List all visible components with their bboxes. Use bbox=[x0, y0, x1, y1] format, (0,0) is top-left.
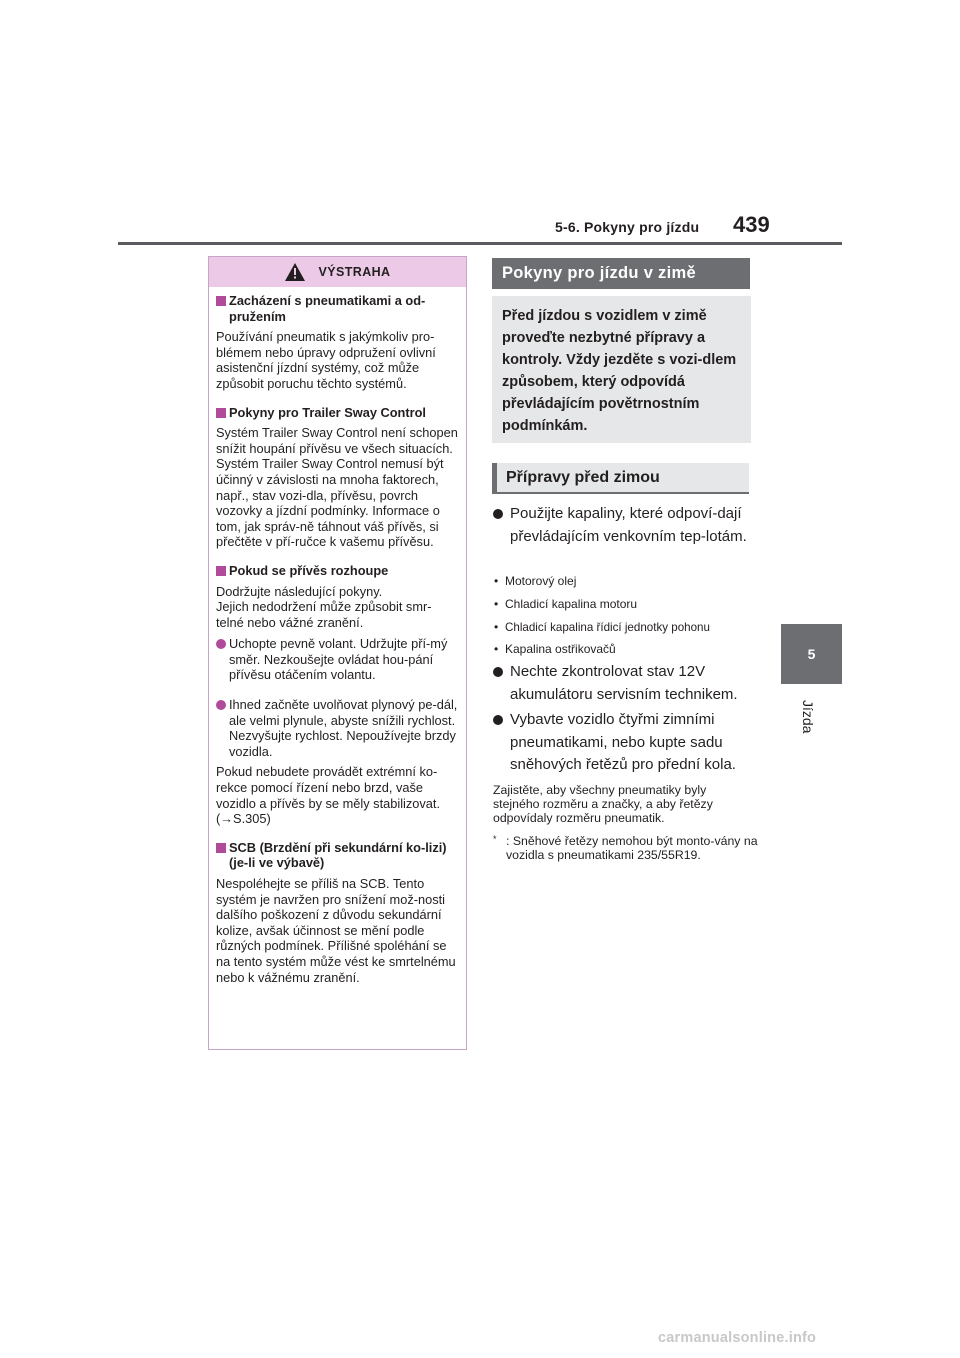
round-bullet-icon bbox=[216, 639, 226, 649]
warning-text-tires: Používání pneumatik s jakýmkoliv pro-blémem nebo úpravy odpružení ovlivní asistenční jízdní systémy, což může způsobit poruchu těchto systémů. bbox=[216, 329, 436, 391]
list-item: • Chladicí kapalina řídicí jednotky pohonu bbox=[494, 620, 710, 634]
warning-text-stabilize: Pokud nebudete provádět extrémní ko-rekce pomocí řízení nebo brzd, vaše vozidlo a přívěs by se měly stabilizovat. (→S.305) bbox=[216, 764, 441, 827]
warning-heading-scb: SCB (Brzdění při sekundární ko-lizi) (je-li ve výbavě) bbox=[216, 840, 459, 871]
chapter-tab[interactable] bbox=[781, 624, 842, 684]
fluid-list-item-2 bbox=[493, 597, 755, 611]
winter-driving-title: Pokyny pro jízdu v zimě bbox=[492, 258, 750, 289]
round-bullet-icon bbox=[493, 715, 503, 725]
chapter-label: Jízda bbox=[800, 700, 816, 734]
warning-heading-tires: Zacházení s pneumatikami a od-pružením bbox=[216, 293, 459, 324]
warning-heading-trailer-sway: Pokyny pro Trailer Sway Control bbox=[216, 405, 459, 421]
square-bullet-icon bbox=[216, 408, 226, 418]
chapter-number: 5 bbox=[807, 646, 816, 662]
warning-text-scb: Nespoléhejte se příliš na SCB. Tento systém je navržen pro snížení mož-nosti dalšího poškození z důvodu sekundární kolize, avšak účinnost se mění podle různých podmínek. Přílišné spoléhání se na tento systém může vést ke smrtelnému nebo k vážnému zranění. bbox=[216, 876, 456, 985]
warning-bullet-throttle: Ihned začněte uvolňovat plynový pe-dál, ale velmi plynule, abyste snížili rychlost. Nezvyšujte rychlost. Nepoužívejte brzdy vozidla. bbox=[216, 697, 459, 759]
warning-heading-trailer-rocks: Pokud se přívěs rozhoupe bbox=[216, 563, 459, 579]
fluid-list-item-3 bbox=[493, 620, 755, 635]
warning-bullet-steering: Uchopte pevně volant. Udržujte pří-mý směr. Nezkoušejte ovládat hou-pání přívěsu otáčením volantu. bbox=[216, 636, 459, 683]
round-bullet-icon bbox=[493, 509, 503, 519]
fluid-list bbox=[493, 574, 755, 588]
round-bullet-icon bbox=[493, 667, 503, 677]
header-rule bbox=[118, 242, 842, 245]
round-bullet-icon bbox=[216, 700, 226, 710]
warning-triangle-icon bbox=[285, 263, 305, 281]
section-header: 5-6. Pokyny pro jízdu bbox=[555, 219, 700, 235]
square-bullet-icon bbox=[216, 566, 226, 576]
warning-title: VÝSTRAHA bbox=[318, 265, 391, 279]
page-reference-link[interactable]: (→S.305) bbox=[216, 811, 271, 827]
fluid-list-item-4 bbox=[493, 642, 755, 656]
tire-note: Zajistěte, aby všechny pneumatiky byly stejného rozměru a značky, a aby řetězy odpovídaly rozměru pneumatik. bbox=[493, 783, 713, 826]
bullet-tires: Vybavte vozidlo čtyřmi zimními pneumatikami, nebo kupte sadu sněhových řetězů pro přední kola. bbox=[493, 709, 755, 777]
warning-box bbox=[208, 256, 467, 1050]
square-bullet-icon bbox=[216, 843, 226, 853]
page-number: 439 bbox=[733, 212, 770, 237]
warning-header bbox=[209, 257, 466, 287]
winter-intro: Před jízdou s vozidlem v zimě proveďte nezbytné přípravy a kontroly. Vždy jezděte s vozi-dlem způsobem, který odpovídá převládajícím povětrnostním podmínkám. bbox=[492, 296, 751, 443]
list-item: • Chladicí kapalina motoru bbox=[494, 597, 638, 611]
winter-prep-title: Přípravy před zimou bbox=[492, 463, 749, 494]
warning-text-trailer-sway: Systém Trailer Sway Control není schopen snížit houpání přívěsu ve všech situacích. Systém Trailer Sway Control nemusí být účinný v závislosti na mnoha faktorech, např., stav vozi-dla, přívěsu, povrch vozovky a jízdní podmínky. Informace o tom, jak správ-ně táhnout váš přívěs, si přečtěte v pří-ručce k vašemu přívěsu. bbox=[216, 425, 458, 550]
list-item: • Kapalina ostřikovačů bbox=[494, 642, 616, 656]
watermark: carmanualsonline.info bbox=[658, 1330, 817, 1346]
bullet-battery: Nechte zkontrolovat stav 12V akumulátoru servisním technikem. bbox=[493, 661, 755, 706]
square-bullet-icon bbox=[216, 296, 226, 306]
warning-text-follow: Dodržujte následující pokyny. bbox=[216, 583, 383, 599]
list-item: • Motorový olej bbox=[494, 574, 577, 588]
bullet-fluids: Použijte kapaliny, které odpoví-dají převládajícím venkovním tep-lotám. bbox=[493, 503, 755, 548]
footnote: * : Sněhové řetězy nemohou být monto-vány na vozidla s pneumatikami 235/55R19. bbox=[493, 834, 758, 863]
warning-text-consequence: Jejich nedodržení může způsobit smr-telné nebo vážné zranění. bbox=[216, 599, 432, 630]
